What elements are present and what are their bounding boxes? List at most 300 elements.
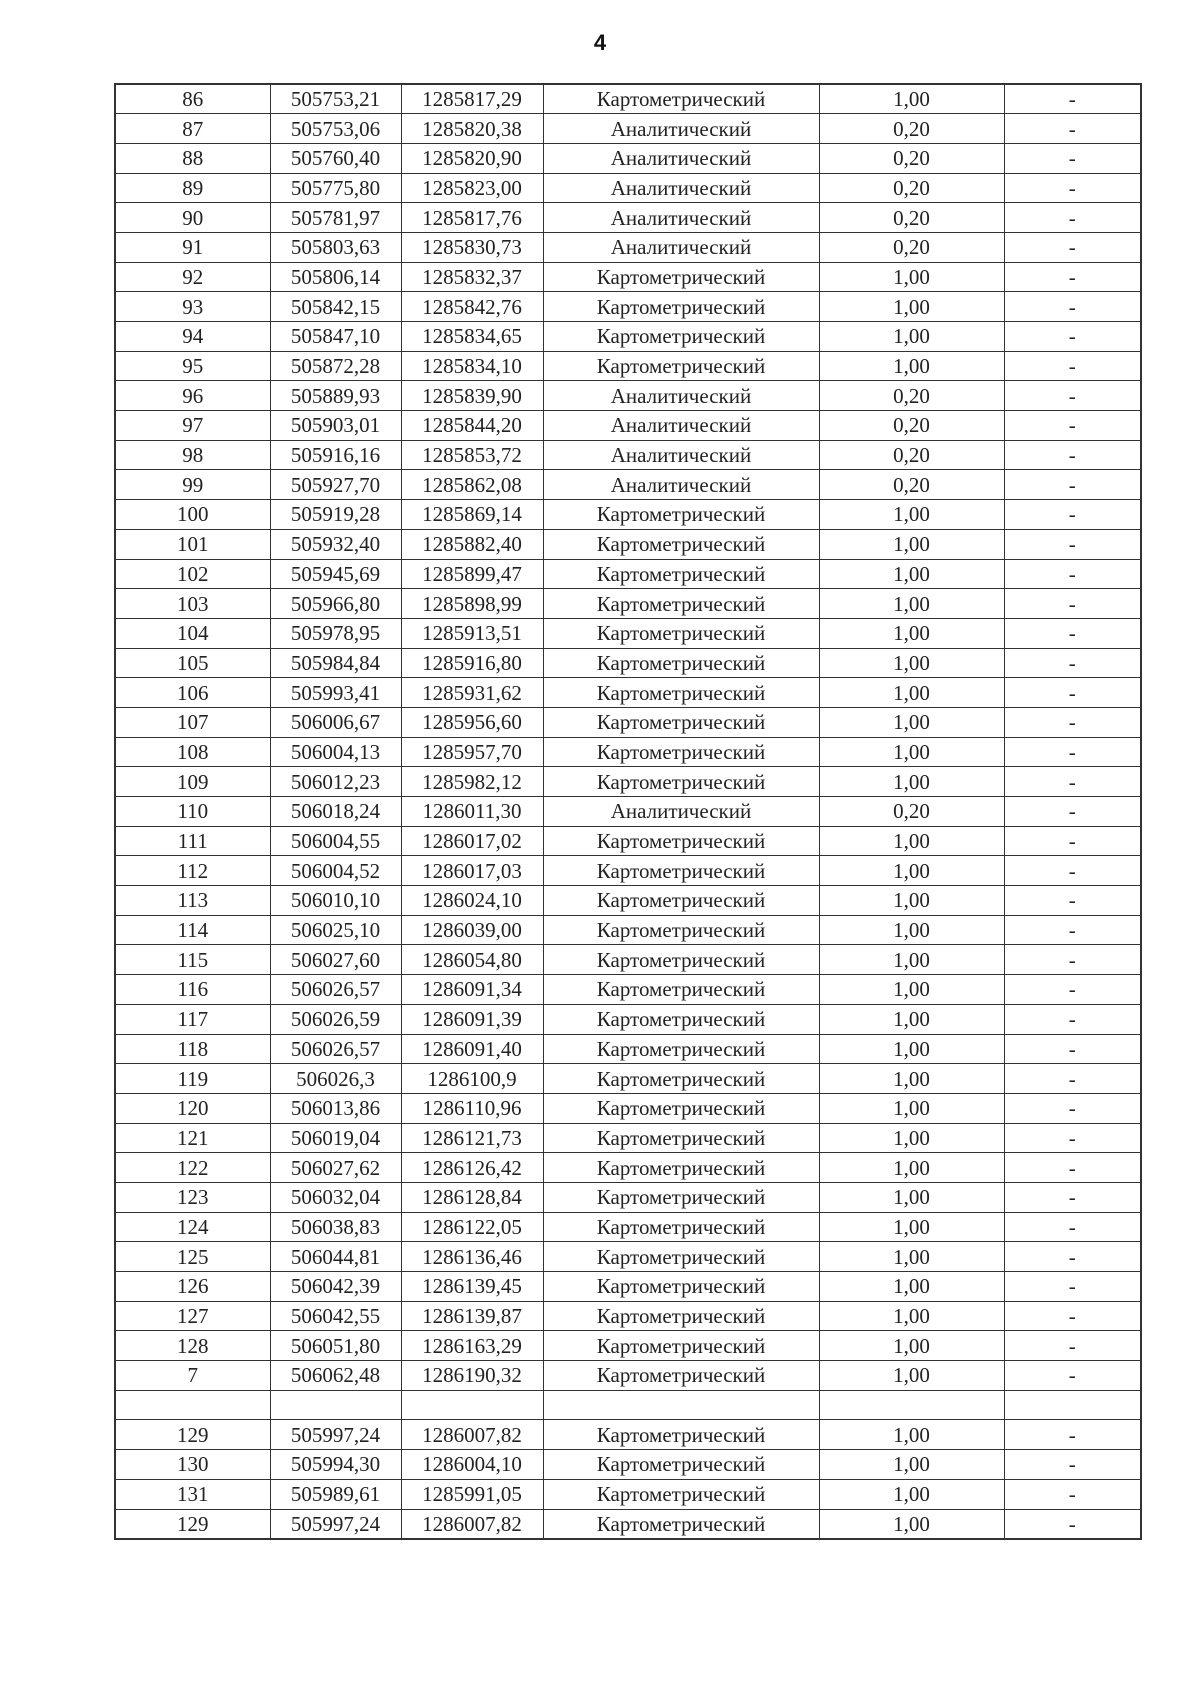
method-cell: Картометрический (543, 1509, 819, 1539)
y-coordinate-cell: 1285820,38 (401, 114, 543, 144)
accuracy-cell: 1,00 (819, 1153, 1004, 1183)
y-coordinate-cell: 1286139,87 (401, 1301, 543, 1331)
x-coordinate-cell: 505993,41 (270, 678, 401, 708)
method-cell: Картометрический (543, 1242, 819, 1272)
accuracy-cell: 1,00 (819, 707, 1004, 737)
description-cell: - (1004, 1153, 1141, 1183)
y-coordinate-cell: 1285823,00 (401, 173, 543, 203)
accuracy-cell: 1,00 (819, 1479, 1004, 1509)
point-number-cell (115, 1390, 270, 1420)
x-coordinate-cell: 505927,70 (270, 470, 401, 500)
table-row (115, 1450, 1141, 1480)
x-coordinate-cell: 505753,21 (270, 84, 401, 114)
accuracy-cell: 1,00 (819, 1301, 1004, 1331)
description-cell: - (1004, 1509, 1141, 1539)
description-cell: - (1004, 886, 1141, 916)
table-row (115, 975, 1141, 1005)
point-number-cell: 117 (115, 1004, 270, 1034)
description-cell: - (1004, 1301, 1141, 1331)
method-cell: Аналитический (543, 203, 819, 233)
accuracy-cell: 1,00 (819, 856, 1004, 886)
x-coordinate-cell: 505781,97 (270, 203, 401, 233)
x-coordinate-cell (270, 1390, 401, 1420)
y-coordinate-cell: 1285898,99 (401, 589, 543, 619)
method-cell: Картометрический (543, 1004, 819, 1034)
point-number-cell: 124 (115, 1212, 270, 1242)
x-coordinate-cell: 506018,24 (270, 797, 401, 827)
x-coordinate-cell: 506042,55 (270, 1301, 401, 1331)
table-row (115, 1272, 1141, 1302)
point-number-cell: 119 (115, 1064, 270, 1094)
y-coordinate-cell: 1286017,02 (401, 826, 543, 856)
x-coordinate-cell: 505919,28 (270, 500, 401, 530)
point-number-cell: 116 (115, 975, 270, 1005)
description-cell: - (1004, 915, 1141, 945)
table-row (115, 826, 1141, 856)
table-row (115, 381, 1141, 411)
y-coordinate-cell: 1286122,05 (401, 1212, 543, 1242)
y-coordinate-cell: 1286039,00 (401, 915, 543, 945)
x-coordinate-cell: 505903,01 (270, 411, 401, 441)
description-cell: - (1004, 114, 1141, 144)
y-coordinate-cell: 1286136,46 (401, 1242, 543, 1272)
table-row (115, 1301, 1141, 1331)
accuracy-cell (819, 1390, 1004, 1420)
x-coordinate-cell: 506026,57 (270, 975, 401, 1005)
accuracy-cell: 0,20 (819, 381, 1004, 411)
table-row (115, 1064, 1141, 1094)
accuracy-cell: 1,00 (819, 678, 1004, 708)
description-cell: - (1004, 470, 1141, 500)
table-row (115, 351, 1141, 381)
method-cell: Картометрический (543, 529, 819, 559)
table-row (115, 767, 1141, 797)
x-coordinate-cell: 505803,63 (270, 232, 401, 262)
method-cell: Картометрический (543, 707, 819, 737)
description-cell: - (1004, 1004, 1141, 1034)
y-coordinate-cell: 1286163,29 (401, 1331, 543, 1361)
method-cell: Картометрический (543, 262, 819, 292)
description-cell: - (1004, 1361, 1141, 1391)
y-coordinate-cell: 1285830,73 (401, 232, 543, 262)
y-coordinate-cell: 1285899,47 (401, 559, 543, 589)
x-coordinate-cell: 506051,80 (270, 1331, 401, 1361)
description-cell: - (1004, 826, 1141, 856)
x-coordinate-cell: 506013,86 (270, 1093, 401, 1123)
x-coordinate-cell: 506004,13 (270, 737, 401, 767)
x-coordinate-cell: 505842,15 (270, 292, 401, 322)
y-coordinate-cell: 1286024,10 (401, 886, 543, 916)
description-cell: - (1004, 411, 1141, 441)
x-coordinate-cell: 506004,52 (270, 856, 401, 886)
accuracy-cell: 1,00 (819, 975, 1004, 1005)
x-coordinate-cell: 506012,23 (270, 767, 401, 797)
method-cell: Картометрический (543, 1479, 819, 1509)
table-row (115, 1420, 1141, 1450)
y-coordinate-cell: 1285834,10 (401, 351, 543, 381)
point-number-cell: 99 (115, 470, 270, 500)
description-cell: - (1004, 351, 1141, 381)
method-cell: Аналитический (543, 470, 819, 500)
method-cell: Картометрический (543, 1420, 819, 1450)
x-coordinate-cell: 505932,40 (270, 529, 401, 559)
method-cell: Картометрический (543, 351, 819, 381)
x-coordinate-cell: 506010,10 (270, 886, 401, 916)
accuracy-cell: 1,00 (819, 84, 1004, 114)
description-cell: - (1004, 381, 1141, 411)
table-row (115, 232, 1141, 262)
description-cell: - (1004, 1123, 1141, 1153)
y-coordinate-cell: 1286121,73 (401, 1123, 543, 1153)
accuracy-cell: 1,00 (819, 1242, 1004, 1272)
x-coordinate-cell: 505978,95 (270, 618, 401, 648)
table-row (115, 143, 1141, 173)
description-cell: - (1004, 589, 1141, 619)
description-cell: - (1004, 856, 1141, 886)
y-coordinate-cell: 1286011,30 (401, 797, 543, 827)
accuracy-cell: 0,20 (819, 173, 1004, 203)
table-row (115, 173, 1141, 203)
y-coordinate-cell: 1286007,82 (401, 1509, 543, 1539)
x-coordinate-cell: 506006,67 (270, 707, 401, 737)
y-coordinate-cell: 1285834,65 (401, 322, 543, 352)
y-coordinate-cell: 1286100,9 (401, 1064, 543, 1094)
point-number-cell: 87 (115, 114, 270, 144)
accuracy-cell: 0,20 (819, 232, 1004, 262)
point-number-cell: 115 (115, 945, 270, 975)
method-cell: Картометрический (543, 1212, 819, 1242)
method-cell: Картометрический (543, 1034, 819, 1064)
description-cell: - (1004, 440, 1141, 470)
y-coordinate-cell: 1285931,62 (401, 678, 543, 708)
method-cell: Картометрический (543, 559, 819, 589)
method-cell: Картометрический (543, 292, 819, 322)
x-coordinate-cell: 505997,24 (270, 1509, 401, 1539)
method-cell: Картометрический (543, 1182, 819, 1212)
method-cell: Картометрический (543, 1331, 819, 1361)
description-cell: - (1004, 203, 1141, 233)
description-cell: - (1004, 262, 1141, 292)
x-coordinate-cell: 505997,24 (270, 1420, 401, 1450)
description-cell: - (1004, 707, 1141, 737)
table-row (115, 1034, 1141, 1064)
method-cell: Картометрический (543, 678, 819, 708)
y-coordinate-cell: 1286017,03 (401, 856, 543, 886)
x-coordinate-cell: 505916,16 (270, 440, 401, 470)
accuracy-cell: 1,00 (819, 322, 1004, 352)
method-cell: Аналитический (543, 381, 819, 411)
x-coordinate-cell: 505889,93 (270, 381, 401, 411)
point-number-cell: 89 (115, 173, 270, 203)
table-row (115, 856, 1141, 886)
method-cell: Картометрический (543, 767, 819, 797)
table-row (115, 1182, 1141, 1212)
table-row (115, 203, 1141, 233)
y-coordinate-cell: 1286091,40 (401, 1034, 543, 1064)
table-row (115, 648, 1141, 678)
x-coordinate-cell: 506042,39 (270, 1272, 401, 1302)
table-row (115, 1509, 1141, 1539)
description-cell: - (1004, 1272, 1141, 1302)
accuracy-cell: 1,00 (819, 1034, 1004, 1064)
description-cell: - (1004, 500, 1141, 530)
point-number-cell: 120 (115, 1093, 270, 1123)
method-cell: Аналитический (543, 114, 819, 144)
table-row (115, 84, 1141, 114)
y-coordinate-cell: 1285869,14 (401, 500, 543, 530)
description-cell: - (1004, 618, 1141, 648)
x-coordinate-cell: 505945,69 (270, 559, 401, 589)
accuracy-cell: 1,00 (819, 292, 1004, 322)
point-number-cell: 109 (115, 767, 270, 797)
x-coordinate-cell: 505872,28 (270, 351, 401, 381)
point-number-cell: 107 (115, 707, 270, 737)
description-cell: - (1004, 945, 1141, 975)
description-cell: - (1004, 559, 1141, 589)
x-coordinate-cell: 505806,14 (270, 262, 401, 292)
accuracy-cell: 1,00 (819, 886, 1004, 916)
coordinates-table-body (115, 84, 1141, 1539)
method-cell: Аналитический (543, 232, 819, 262)
method-cell: Картометрический (543, 1450, 819, 1480)
description-cell: - (1004, 1420, 1141, 1450)
description-cell: - (1004, 1093, 1141, 1123)
point-number-cell: 100 (115, 500, 270, 530)
table-row (115, 470, 1141, 500)
y-coordinate-cell: 1285882,40 (401, 529, 543, 559)
point-number-cell: 98 (115, 440, 270, 470)
point-number-cell: 104 (115, 618, 270, 648)
y-coordinate-cell: 1285913,51 (401, 618, 543, 648)
x-coordinate-cell: 506019,04 (270, 1123, 401, 1153)
accuracy-cell: 1,00 (819, 1361, 1004, 1391)
table-row (115, 262, 1141, 292)
y-coordinate-cell: 1285817,29 (401, 84, 543, 114)
accuracy-cell: 1,00 (819, 767, 1004, 797)
y-coordinate-cell: 1285820,90 (401, 143, 543, 173)
method-cell: Картометрический (543, 1153, 819, 1183)
description-cell: - (1004, 975, 1141, 1005)
y-coordinate-cell: 1285862,08 (401, 470, 543, 500)
point-number-cell: 114 (115, 915, 270, 945)
point-number-cell: 129 (115, 1509, 270, 1539)
point-number-cell: 125 (115, 1242, 270, 1272)
table-row (115, 915, 1141, 945)
point-number-cell: 110 (115, 797, 270, 827)
accuracy-cell: 1,00 (819, 1182, 1004, 1212)
y-coordinate-cell: 1286091,34 (401, 975, 543, 1005)
x-coordinate-cell: 506026,3 (270, 1064, 401, 1094)
method-cell: Картометрический (543, 1093, 819, 1123)
table-row (115, 559, 1141, 589)
accuracy-cell: 1,00 (819, 1004, 1004, 1034)
accuracy-cell: 0,20 (819, 470, 1004, 500)
table-row (115, 1361, 1141, 1391)
y-coordinate-cell: 1285982,12 (401, 767, 543, 797)
description-cell: - (1004, 648, 1141, 678)
accuracy-cell: 1,00 (819, 262, 1004, 292)
separator-row (115, 1390, 1141, 1420)
x-coordinate-cell: 506026,59 (270, 1004, 401, 1034)
description-cell: - (1004, 1064, 1141, 1094)
table-row (115, 1093, 1141, 1123)
method-cell: Картометрический (543, 1361, 819, 1391)
point-number-cell: 93 (115, 292, 270, 322)
table-row (115, 292, 1141, 322)
method-cell: Картометрический (543, 1301, 819, 1331)
y-coordinate-cell: 1286126,42 (401, 1153, 543, 1183)
description-cell: - (1004, 143, 1141, 173)
description-cell: - (1004, 232, 1141, 262)
point-number-cell: 92 (115, 262, 270, 292)
description-cell: - (1004, 1450, 1141, 1480)
description-cell: - (1004, 1034, 1141, 1064)
point-number-cell: 95 (115, 351, 270, 381)
table-row (115, 678, 1141, 708)
method-cell: Картометрический (543, 826, 819, 856)
accuracy-cell: 1,00 (819, 1450, 1004, 1480)
accuracy-cell: 1,00 (819, 1064, 1004, 1094)
point-number-cell: 123 (115, 1182, 270, 1212)
y-coordinate-cell: 1286110,96 (401, 1093, 543, 1123)
table-row (115, 1004, 1141, 1034)
description-cell: - (1004, 292, 1141, 322)
point-number-cell: 131 (115, 1479, 270, 1509)
point-number-cell: 91 (115, 232, 270, 262)
y-coordinate-cell: 1286190,32 (401, 1361, 543, 1391)
table-row (115, 589, 1141, 619)
accuracy-cell: 0,20 (819, 143, 1004, 173)
point-number-cell: 90 (115, 203, 270, 233)
method-cell: Картометрический (543, 886, 819, 916)
description-cell: - (1004, 737, 1141, 767)
accuracy-cell: 0,20 (819, 411, 1004, 441)
x-coordinate-cell: 505966,80 (270, 589, 401, 619)
description-cell: - (1004, 1182, 1141, 1212)
x-coordinate-cell: 505760,40 (270, 143, 401, 173)
method-cell: Картометрический (543, 1064, 819, 1094)
accuracy-cell: 1,00 (819, 589, 1004, 619)
y-coordinate-cell: 1286128,84 (401, 1182, 543, 1212)
description-cell: - (1004, 797, 1141, 827)
description-cell: - (1004, 84, 1141, 114)
x-coordinate-cell: 506032,04 (270, 1182, 401, 1212)
table-row (115, 1153, 1141, 1183)
point-number-cell: 118 (115, 1034, 270, 1064)
method-cell: Картометрический (543, 737, 819, 767)
coordinates-table (114, 83, 1142, 1540)
accuracy-cell: 1,00 (819, 1123, 1004, 1153)
description-cell: - (1004, 678, 1141, 708)
y-coordinate-cell: 1285853,72 (401, 440, 543, 470)
accuracy-cell: 0,20 (819, 440, 1004, 470)
table-row (115, 322, 1141, 352)
accuracy-cell: 1,00 (819, 945, 1004, 975)
accuracy-cell: 1,00 (819, 1331, 1004, 1361)
table-row (115, 440, 1141, 470)
table-row (115, 1331, 1141, 1361)
method-cell: Аналитический (543, 143, 819, 173)
method-cell: Аналитический (543, 173, 819, 203)
table-row (115, 1212, 1141, 1242)
description-cell: - (1004, 1242, 1141, 1272)
y-coordinate-cell: 1285839,90 (401, 381, 543, 411)
point-number-cell: 7 (115, 1361, 270, 1391)
x-coordinate-cell: 505847,10 (270, 322, 401, 352)
table-row (115, 618, 1141, 648)
y-coordinate-cell: 1286054,80 (401, 945, 543, 975)
accuracy-cell: 1,00 (819, 1272, 1004, 1302)
point-number-cell: 113 (115, 886, 270, 916)
x-coordinate-cell: 506038,83 (270, 1212, 401, 1242)
x-coordinate-cell: 505989,61 (270, 1479, 401, 1509)
x-coordinate-cell: 506027,62 (270, 1153, 401, 1183)
method-cell: Аналитический (543, 797, 819, 827)
method-cell: Картометрический (543, 856, 819, 886)
description-cell: - (1004, 1331, 1141, 1361)
accuracy-cell: 0,20 (819, 797, 1004, 827)
accuracy-cell: 1,00 (819, 351, 1004, 381)
point-number-cell: 108 (115, 737, 270, 767)
accuracy-cell: 1,00 (819, 1509, 1004, 1539)
point-number-cell: 105 (115, 648, 270, 678)
point-number-cell: 94 (115, 322, 270, 352)
method-cell: Картометрический (543, 618, 819, 648)
description-cell: - (1004, 1479, 1141, 1509)
x-coordinate-cell: 505753,06 (270, 114, 401, 144)
method-cell: Аналитический (543, 440, 819, 470)
point-number-cell: 128 (115, 1331, 270, 1361)
point-number-cell: 102 (115, 559, 270, 589)
table-row (115, 945, 1141, 975)
point-number-cell: 122 (115, 1153, 270, 1183)
accuracy-cell: 1,00 (819, 500, 1004, 530)
table-row (115, 529, 1141, 559)
x-coordinate-cell: 506026,57 (270, 1034, 401, 1064)
accuracy-cell: 1,00 (819, 1212, 1004, 1242)
x-coordinate-cell: 506027,60 (270, 945, 401, 975)
point-number-cell: 111 (115, 826, 270, 856)
y-coordinate-cell: 1285832,37 (401, 262, 543, 292)
accuracy-cell: 1,00 (819, 915, 1004, 945)
table-row (115, 114, 1141, 144)
point-number-cell: 121 (115, 1123, 270, 1153)
y-coordinate-cell: 1285842,76 (401, 292, 543, 322)
accuracy-cell: 0,20 (819, 203, 1004, 233)
point-number-cell: 130 (115, 1450, 270, 1480)
point-number-cell: 129 (115, 1420, 270, 1450)
method-cell: Картометрический (543, 322, 819, 352)
table-row (115, 886, 1141, 916)
table-row (115, 1242, 1141, 1272)
x-coordinate-cell: 506062,48 (270, 1361, 401, 1391)
accuracy-cell: 1,00 (819, 648, 1004, 678)
y-coordinate-cell (401, 1390, 543, 1420)
y-coordinate-cell: 1285844,20 (401, 411, 543, 441)
table-row (115, 411, 1141, 441)
y-coordinate-cell: 1285956,60 (401, 707, 543, 737)
accuracy-cell: 1,00 (819, 618, 1004, 648)
x-coordinate-cell: 505775,80 (270, 173, 401, 203)
method-cell: Аналитический (543, 411, 819, 441)
accuracy-cell: 1,00 (819, 1093, 1004, 1123)
point-number-cell: 86 (115, 84, 270, 114)
x-coordinate-cell: 506044,81 (270, 1242, 401, 1272)
point-number-cell: 96 (115, 381, 270, 411)
point-number-cell: 106 (115, 678, 270, 708)
y-coordinate-cell: 1285957,70 (401, 737, 543, 767)
y-coordinate-cell: 1285991,05 (401, 1479, 543, 1509)
